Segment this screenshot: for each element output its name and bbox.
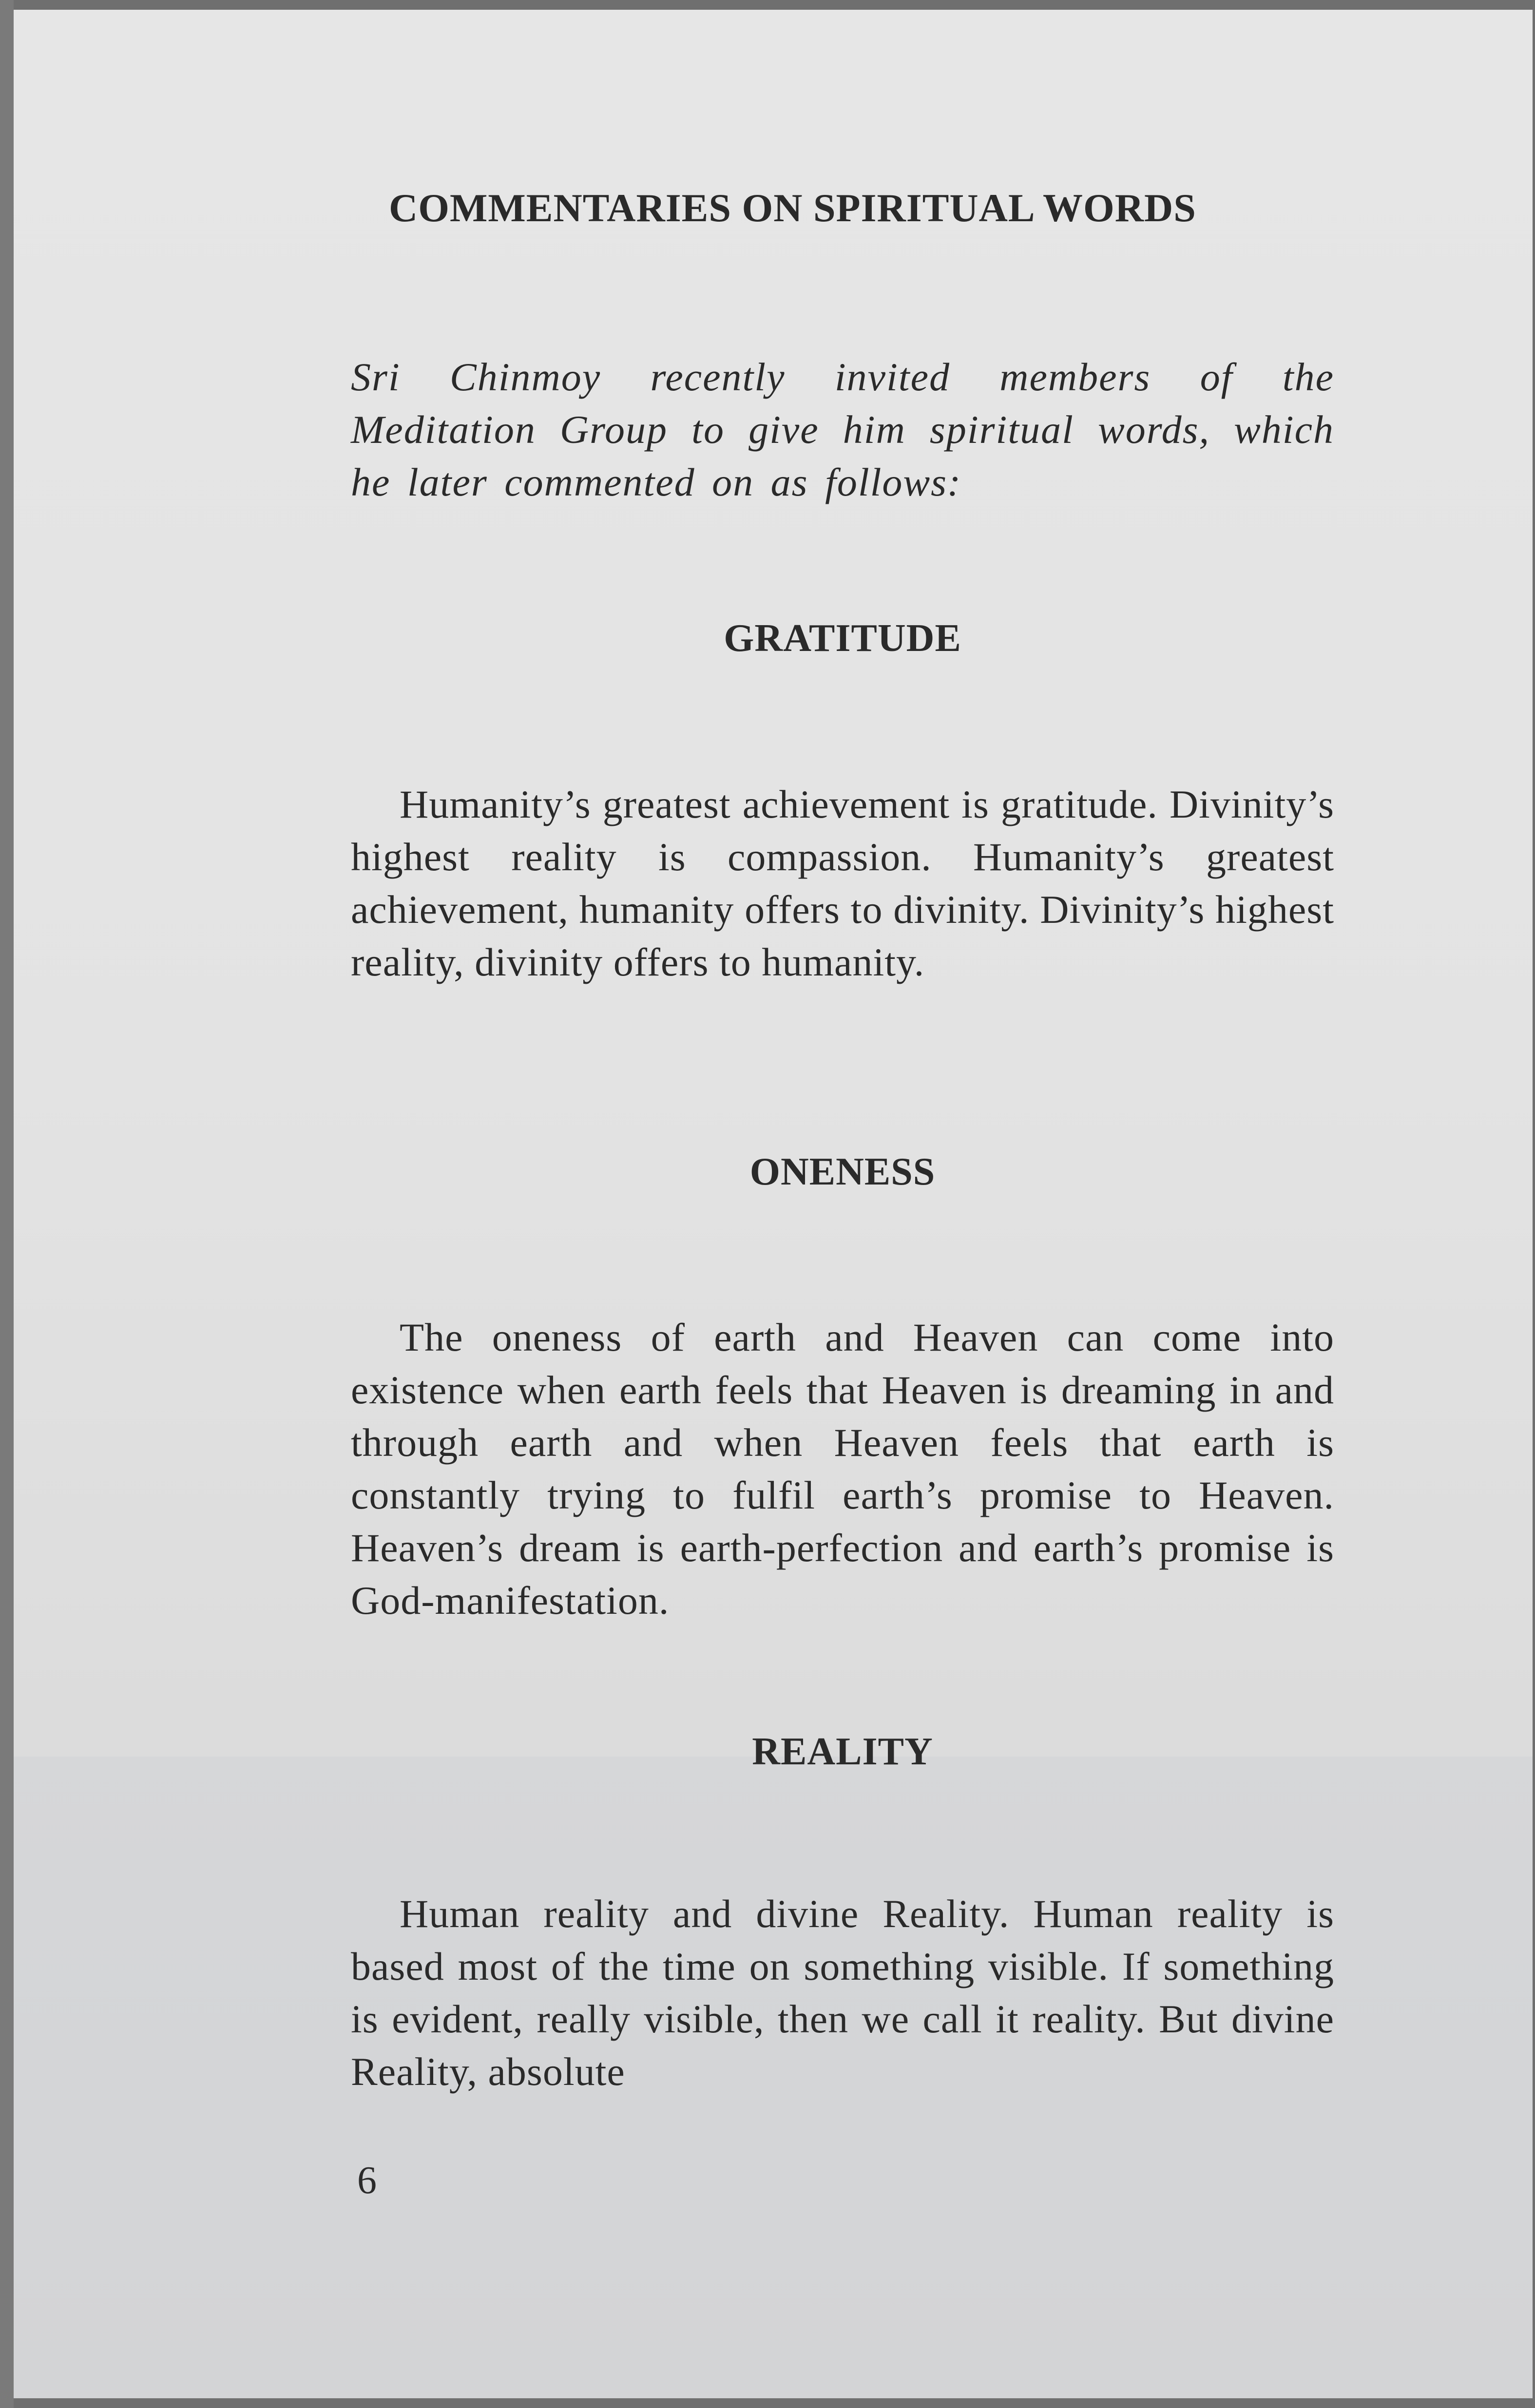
section-text-oneness: The oneness of earth and Heaven can come into existence when earth feels that Heaven is dreaming in and through earth and when Heaven feels that earth is constantly trying to fulfil earth’s promise to Heaven. Heaven’s dream is earth-perfection and earth’s promise is God-manifestation.	[351, 1315, 1334, 1623]
page-title: COMMENTARIES ON SPIRITUAL WORDS	[389, 186, 1196, 230]
section-text-reality: Human reality and divine Reality. Human reality is based most of the time on something visible. If something is evident, really visible, then we call it reality. But divine Reality, absolute	[351, 1892, 1334, 2094]
intro-paragraph: Sri Chinmoy recently invited members of the Meditation Group to give him spiritual words, which he later commented on as follows:	[351, 355, 1334, 504]
section-heading-oneness: ONENESS	[749, 1150, 936, 1193]
section-heading-gratitude: GRATITUDE	[724, 617, 961, 660]
document-page	[14, 10, 1533, 2398]
page-number: 6	[357, 2159, 377, 2202]
page-left-edge	[0, 0, 14, 2408]
section-heading-reality: REALITY	[752, 1730, 933, 1773]
section-text-gratitude: Humanity’s greatest achievement is gratitude. Divinity’s highest reality is compassion. Humanity’s greatest achievement, humanity offers to divinity. Divinity’s highest reality, divinity offers to humanity.	[351, 782, 1334, 984]
